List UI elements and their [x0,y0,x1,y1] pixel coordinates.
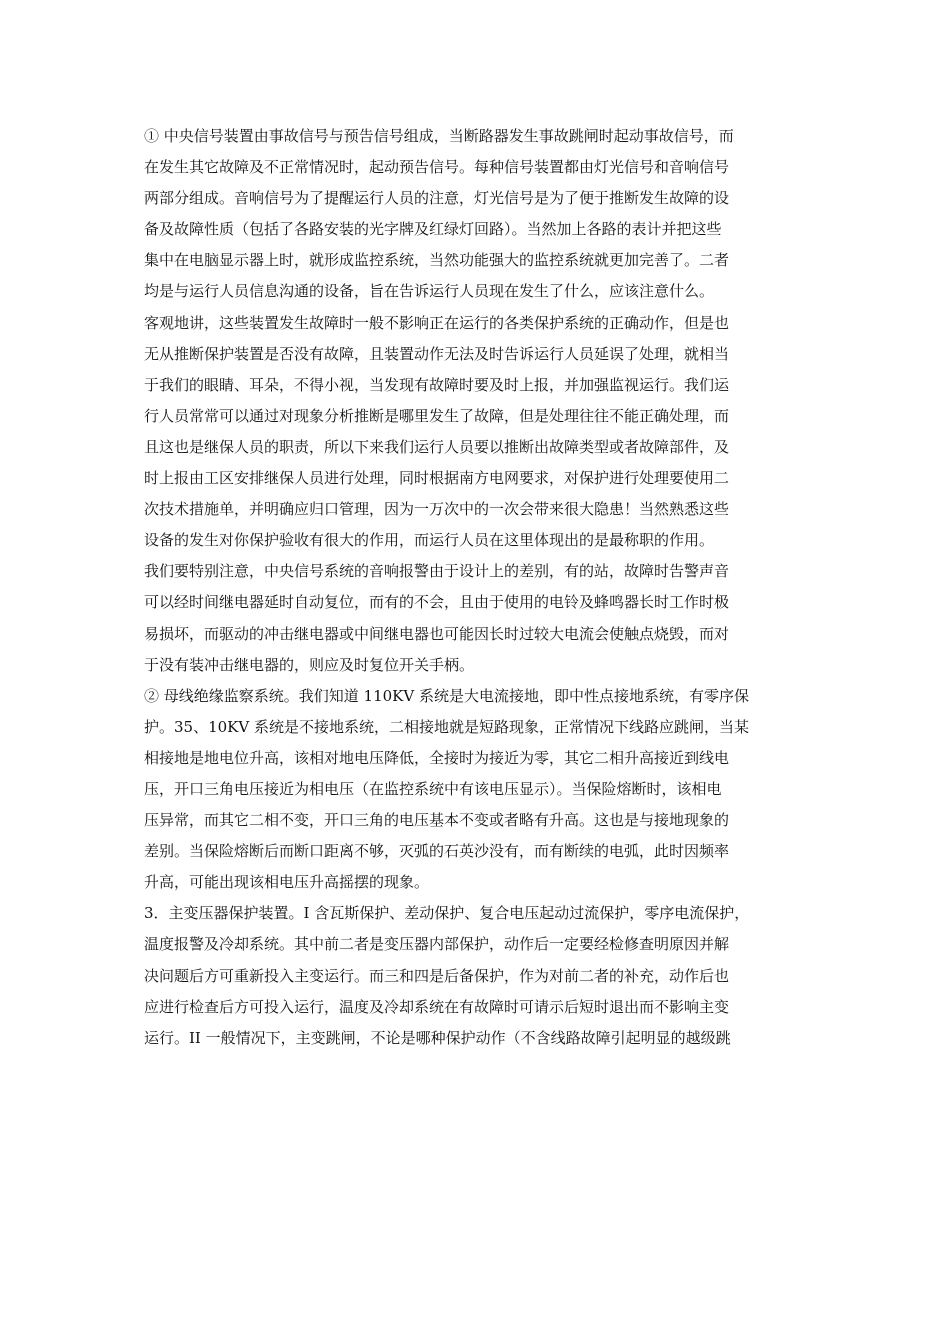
text-line: 时上报由工区安排继保人员进行处理，同时根据南方电网要求，对保护进行处理要使用二 [144,469,730,488]
text-line: 在发生其它故障及不正常情况时，起动预告信号。每种信号装置都由灯光信号和音响信号 [144,158,730,177]
text-line: 客观地讲，这些装置发生故障时一般不影响正在运行的各类保护系统的正确动作，但是也 [144,313,730,332]
text-line: 3．主变压器保护装置。I 含瓦斯保护、差动保护、复合电压起动过流保护，零序电流保护， [144,904,750,923]
text-line: 于没有装冲击继电器的，则应及时复位开关手柄。 [144,655,475,674]
text-line: 我们要特别注意，中央信号系统的音响报警由于设计上的差别，有的站，故障时告警声音 [144,562,730,581]
document-body [144,121,808,1054]
text-line: 行人员常常可以通过对现象分析推断是哪里发生了故障，但是处理往往不能正确处理，而 [144,406,730,425]
text-line: 且这也是继保人员的职责，所以下来我们运行人员要以推断出故障类型或者故障部件，及 [144,437,730,456]
text-line: 温度报警及冷却系统。其中前二者是变压器内部保护，动作后一定要经检修查明原因并解 [144,935,730,954]
paragraph-audio-alarm [144,556,808,680]
text-line: 无从推断保护装置是否没有故障，且装置动作无法及时告诉运行人员延误了处理，就相当 [144,344,730,363]
text-line: 护。35、10KV 系统是不接地系统，二相接地就是短路现象，正常情况下线路应跳闸，当某 [144,717,749,736]
text-line: 两部分组成。音响信号为了提醒运行人员的注意，灯光信号是为了便于推断发生故障的设 [144,189,730,208]
text-line: 升高，可能出现该相电压升高摇摆的现象。 [144,873,430,892]
text-line: 压，开口三角电压接近为相电压（在监控系统中有该电压显示）。当保险熔断时，该相电 [144,779,722,798]
text-line: 备及故障性质（包括了各路安装的光字牌及红绿灯回路）。当然加上各路的表计并把这些 [144,220,722,239]
text-line: 压异常，而其它二相不变，开口三角的电压基本不变或者略有升高。这也是与接地现象的 [144,811,730,830]
paragraph-transformer-protection [144,898,808,1053]
text-line: 运行。II 一般情况下，主变跳闸，不论是哪种保护动作（不含线路故障引起明显的越级跳 [144,1028,731,1047]
text-line: 于我们的眼睛、耳朵，不得小视，当发现有故障时要及时上报，并加强监视运行。我们运 [144,375,730,394]
text-line: 可以经时间继电器延时自动复位，而有的不会，且由于使用的电铃及蜂鸣器长时工作时极 [144,593,730,612]
text-line: 集中在电脑显示器上时，就形成监控系统，当然功能强大的监控系统就更加完善了。二者 [144,251,730,270]
text-line: 差别。当保险熔断后而断口距离不够，灭弧的石英沙没有，而有断续的电弧，此时因频率 [144,842,730,861]
text-line: 均是与运行人员信息沟通的设备，旨在告诉运行人员现在发生了什么，应该注意什么。 [144,282,715,301]
paragraph-busbar-insulation [144,681,808,899]
text-line: 相接地是地电位升高，该相对地电压降低，全接时为接近为零，其它二相升高接近到线电 [144,748,730,767]
text-line: 决问题后方可重新投入主变运行。而三和四是后备保护，作为对前二者的补充，动作后也 [144,966,730,985]
paragraph-central-signal [144,121,808,308]
text-line: 易损坏，而驱动的冲击继电器或中间继电器也可能因长时过较大电流会使触点烧毁，而对 [144,624,730,643]
paragraph-objective [144,308,808,557]
text-line: 应进行检查后方可投入运行，温度及冷却系统在有故障时可请示后短时退出而不影响主变 [144,997,730,1016]
text-line: ① 中央信号装置由事故信号与预告信号组成，当断路器发生事故跳闸时起动事故信号，而 [144,127,734,145]
text-line: 次技术措施单，并明确应归口管理，因为一万次中的一次会带来很大隐患！当然熟悉这些 [144,500,730,519]
text-line: ② 母线绝缘监察系统。我们知道 110KV 系统是大电流接地，即中性点接地系统，有零序保 [144,686,749,705]
text-line: 设备的发生对你保护验收有很大的作用，而运行人员在这里体现出的是最称职的作用。 [144,531,715,550]
